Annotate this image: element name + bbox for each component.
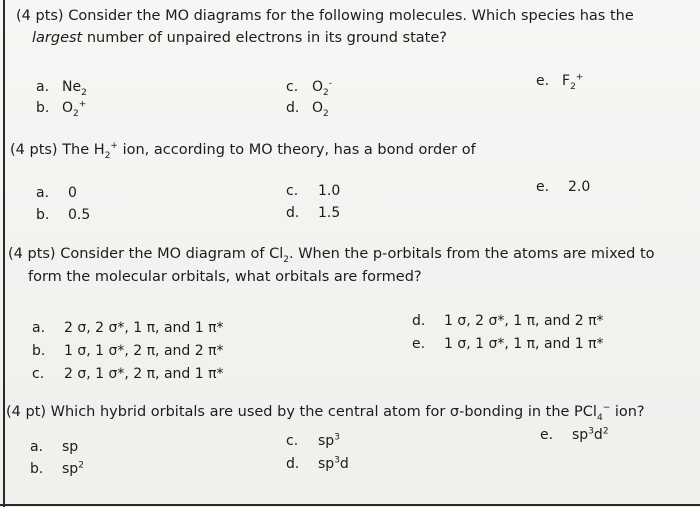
q4-option-c[interactable]: c. $sp^3$ [286, 432, 340, 449]
q3-option-b[interactable]: b. 1 σ, 1 σ*, 2 π, and 2 π* [32, 343, 224, 359]
q1-option-c[interactable]: c. $O_2^-$ [286, 78, 333, 98]
q2-option-d[interactable]: d. 1.5 [286, 205, 341, 221]
q1-option-b[interactable]: b. $O_2^+$ [36, 99, 87, 119]
q4-option-d[interactable]: d. $sp^3d$ [286, 455, 349, 472]
q4-line: (4 pt) Which hybrid orbitals are used by the central atom for σ-bonding in the PCl$_4$− ion? [6, 403, 645, 423]
q2-option-c[interactable]: c. 1.0 [286, 183, 341, 199]
q3-line2: form the molecular orbitals, what orbitals are formed? [28, 269, 422, 285]
q3-line1: (4 pts) Consider the MO diagram of $Cl_2$. When the p-orbitals from the atoms are mixed to [8, 246, 655, 265]
q1-option-d[interactable]: d. $O_2$ [286, 100, 329, 119]
q1-line1: (4 pts) Consider the MO diagrams for the following molecules. Which species has the [16, 8, 634, 24]
q3-option-d[interactable]: d. 1 σ, 2 σ*, 1 π, and 2 π* [412, 313, 604, 329]
q2-line: (4 pts) The $H_2^+$ ion, according to MO theory, has a bond order of [10, 141, 476, 161]
q3-option-e[interactable]: e. 1 σ, 1 σ*, 1 π, and 1 π* [412, 336, 604, 352]
q1-emphasis: largest [32, 30, 83, 46]
q1-option-a[interactable]: a. $Ne_2$ [36, 79, 87, 98]
q4-option-e[interactable]: e. $sp^3d^2$ [540, 426, 609, 443]
q3-option-c[interactable]: c. 2 σ, 1 σ*, 2 π, and 1 π* [32, 366, 224, 382]
left-border [3, 0, 5, 507]
q4-option-a[interactable]: a. sp [30, 439, 79, 455]
q2-option-e[interactable]: e. 2.0 [536, 179, 591, 195]
q2-option-b[interactable]: b. 0.5 [36, 207, 91, 223]
q1-line2: largest number of unpaired electrons in its ground state? [32, 30, 447, 46]
bottom-border [0, 504, 700, 506]
q3-option-a[interactable]: a. 2 σ, 2 σ*, 1 π, and 1 π* [32, 320, 224, 336]
q2-option-a[interactable]: a. 0 [36, 185, 77, 201]
q4-option-b[interactable]: b. $sp^2$ [30, 460, 84, 477]
q1-option-e[interactable]: e. $F_2^+$ [536, 72, 584, 92]
